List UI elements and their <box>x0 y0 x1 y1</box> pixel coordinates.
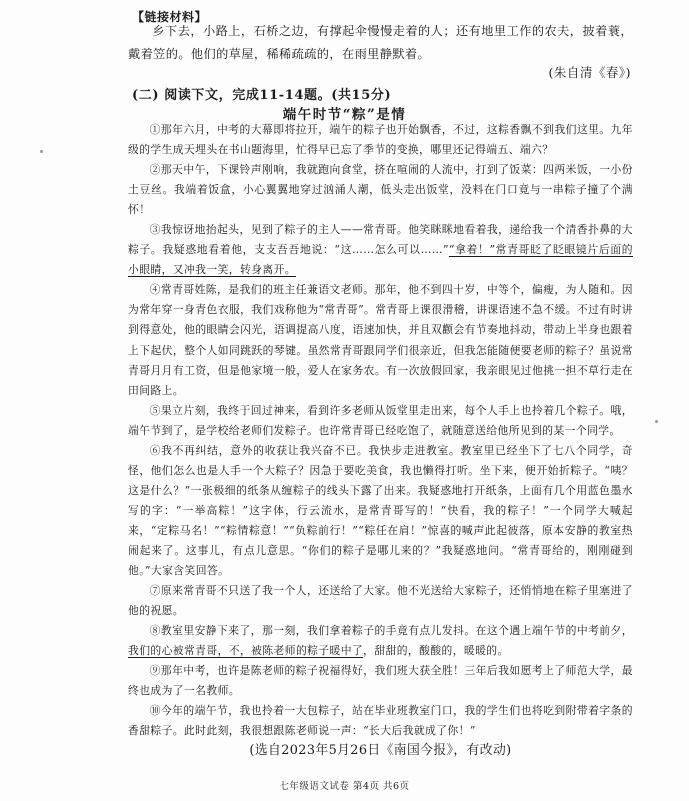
paragraph-10: ⑩今年的端午节，我也拎着一大包粽子，站在毕业班教室门口，我的学生们也将吃到附带着字条的香甜粽子。此时此刻，我很想跟陈老师说一声：“长大后我就成了你！” <box>128 704 633 738</box>
link-material-text: 乡下去，小路上，石桥之边，有撑起伞慢慢走着的人；还有地里工作的农夫，披着蓑，戴着笠的。他们的草屋，稀稀疏疏的，在雨里静默着。 <box>128 24 633 61</box>
paragraph-8 <box>128 621 633 661</box>
paragraph-4: ④常青哥姓陈，是我们的班主任兼语文老师。那年，他不到四十岁，中等个，偏瘦，为人随和。因为常年穿一身青色衣服，我们戏称他为“常青哥”。常青哥上课很滑稽，讲课语速不急不缓。不过有时讲到得意处，他的眼睛会闪光，语调提高八度，语速加快，并且双颧会有节奏地抖动，带动上半身也跟着上下起伏，整个人如同跳跃的琴键。虽然常青哥跟同学们很亲近，但我怎能随便要老师的粽子？虽说常青哥月月有工资，但是他家境一般，爱人在家务农。有一次放假回家，我亲眼见过他挑一担不草行走在田间路上。 <box>128 283 633 397</box>
link-material-tag: 【链接材料】 <box>132 10 208 24</box>
paragraph-8-text-a: ⑧教室里安静下来了，那一刻，我们拿着粽子的手竟有点儿发抖。在这个遇上端午节的中考前夕， <box>149 624 633 638</box>
paragraph-3-text: ③我惊讶地抬起头，见到了粽子的主人——常青哥。他笑眯眯地看着我，递给我一个清香扑鼻的大粽子。我疑惑地看着他，支支吾吾地说：“这……怎么可以……” <box>128 223 633 257</box>
article-body <box>128 120 633 762</box>
article-source: (选自2023年5月26日《南国今报》，有改动) <box>249 743 512 759</box>
scan-speck <box>40 150 43 153</box>
paragraph-8-underlined: 我们的心被常青哥，不，被陈老师的粽子暖中了 <box>128 644 364 658</box>
paragraph-3 <box>128 220 633 280</box>
paragraph-9: ⑨那年中考，也许是陈老师的粽子祝福得好，我们班大获全胜！三年后我如愿考上了师范大学，最终也成为了一名教师。 <box>128 664 633 698</box>
paragraph-2: ②那天中午，下课铃声刚响，我就跑向食堂，挤在喧闹的人流中，打到了饭菜：四两米饭，一小份土豆丝。我端着饭盒，小心翼翼地穿过汹涌人潮，低头走出饭堂，没料在门口竟与一串粽子撞了个满怀！ <box>128 163 633 217</box>
article-title: 端午时节“粽”是情 <box>282 107 407 123</box>
section-heading: (二) 阅读下文，完成11-14题。(共15分) <box>132 88 392 103</box>
paragraph-3-underlined: “拿着！”常青哥眨了眨眼镜片后面的小眼睛，又冲我一笑，转身离开。 <box>128 243 633 277</box>
link-material-text-block <box>128 20 633 65</box>
paragraph-6: ⑥我不再纠结，意外的收获让我兴奋不已。我快步走进教室。教室里已经坐下了七八个同学，奇怪，他们怎么也是人手一个大粽子？因急于要吃美食，我也懒得打听。坐下来，便开始折粽子。“咦？这是什么？”一张极细的纸条从缠粽子的线头下露了出来。我疑惑地打开纸条，上面有几个用蓝色墨水写的字：“一举高粽！”这字体，行云流水，是常青哥写的！“快看，我的粽子！”一个同学大喊起来，“定粽马名！”“粽情粽意！”“负粽前行！”“粽任在肩！”惊喜的喊声此起彼落，原本安静的教室热闹起来了。这事儿，有点儿意思。“你们的粽子是哪儿来的？”我疑惑地问。“常青哥给的，刚刚碰到他。”大家含笑回答。 <box>128 443 633 578</box>
paragraph-5: ⑤果立片刻，我终于回过神来，看到许多老师从饭堂里走出来，每个人手上也拎着几个粽子。哦，端午节到了，是学校给老师们发粽子。也许常青哥已经吃饱了，就随意送给他所见到的某一个同学。 <box>128 403 633 437</box>
link-material-source: (朱自清《春》) <box>548 65 631 80</box>
scan-speck <box>655 420 658 423</box>
page-footer: 七年级语文试卷 第4页 共6页 <box>279 781 410 792</box>
paragraph-7: ⑦原来常青哥不只送了我一个人，还送给了大家。他不光送给大家粽子，还悄悄地在粽子里塞进了他的祝愿。 <box>128 584 633 618</box>
paragraph-8-text-b: ，甜甜的，酸酸的，暖暖的。 <box>363 644 509 658</box>
paragraph-1: ①那年六月，中考的大幕即将拉开，端午的粽子也开始飘香，不过，这粽香飘不到我们这里。九年级的学生成天埋头在书山题海里，忙得早已忘了季节的变换，哪里还记得端五、端六？ <box>128 123 633 157</box>
